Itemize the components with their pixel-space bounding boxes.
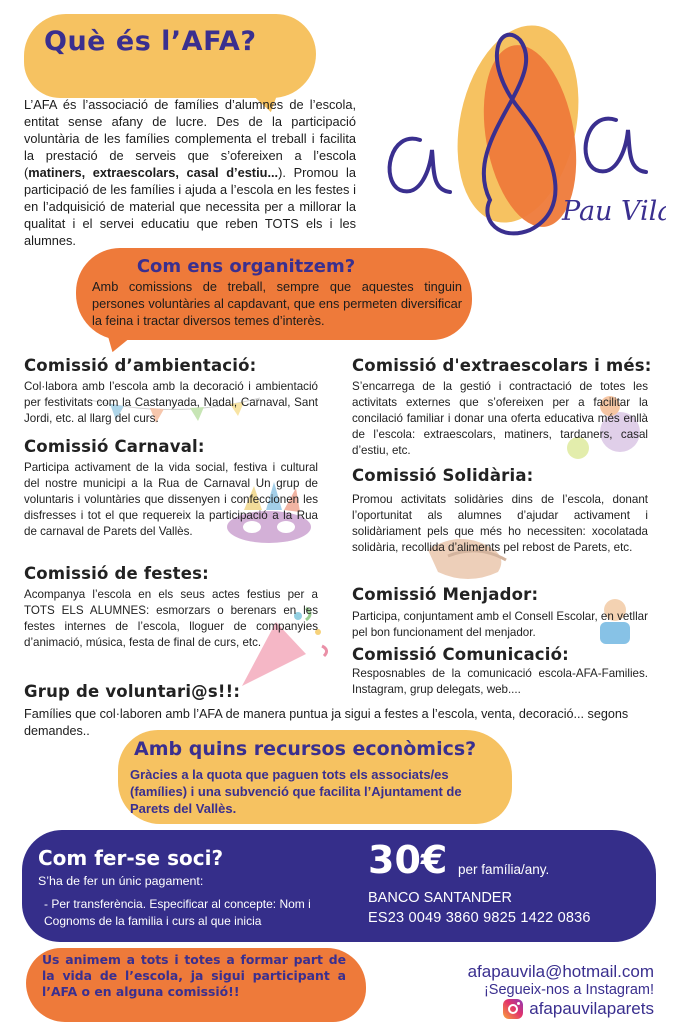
committee-carnaval-text: Participa activament de la vida social, festiva i cultural del nostre municipi a la Rua de Carnaval Un grup de voluntaris i voluntàries que dissenyen i confeccionen les disfresses i tot el que requereix la participació a la Rua de carnaval de Parets del Vallès. [24,461,318,538]
committee-festes-text: Acompanya l’escola en els seus actes festius per a TOTS ELS ALUMNES: esmorzars o berenars en les festes internes de l’escola, lloguer de companyies d’animació, música, festa de final de curs, etc. [24,588,318,649]
resources-text: Gràcies a la quota que paguen tots els associats/es (famílies) i una subvenció que facilita l’Ajuntament de Parets del Vallès. [130,767,462,816]
logo-graphic [370,20,666,250]
committee-solidaria-text: Promou activitats solidàries dins de l’escola, donant l’oportunitat als alumnes d’ajudar activament i solidàriament pels que més ho necessiten: xocolatada solidària, recollida d’aliments pel rebost de Parets, etc. [352,493,648,554]
membership-title: Com fer-se soci? [38,846,224,870]
follow-instagram-text: ¡Segueix-nos a Instagram! [483,982,654,998]
volunteers-title: Grup de voluntari@s!!: [24,682,241,701]
membership-instructions: - Per transferència. Especificar al concepte: Nom i Cognoms de la familia i curs al que inicia [44,897,311,928]
committee-comunicacio-text: Resposnables de la comunicació escola-AFA-Families. Instagram, grup delegats, web.... [352,667,648,696]
committee-solidaria-title: Comissió Solidària: [352,466,534,485]
instagram-link[interactable] [503,998,654,1020]
afa-logo [370,20,666,250]
membership-price: 30€ [368,838,448,882]
committee-ambientacio-text: Col·labora amb l’escola amb la decoració i ambientació per festivitats com la Castanyada, Nadal, Carnaval, Sant Jordi, etc. al llarg del curs. [24,380,318,425]
committee-menjador-title: Comissió Menjador: [352,585,539,604]
resources-title: Amb quins recursos econòmics? [134,738,477,760]
organize-text: Amb comissions de treball, sempre que aquestes tinguin persones voluntàries al capdavant, que ens permeten diversificar la feina i tractar diversos temes d’interès. [92,279,462,328]
committee-extraescolars-title: Comissió d'extraescolars i més: [352,356,652,375]
bank-name: BANCO SANTANDER [368,890,512,906]
committee-carnaval-title: Comissió Carnaval: [24,437,205,456]
volunteers-text: Famílies que col·laboren amb l’AFA de manera puntua ja sigui a festes a l’escola, venta, decoració... segons demandes.. [24,707,629,738]
membership-subtitle: S’ha de fer un únic pagament: [38,874,204,888]
intro-text-2: ). Promou la participació de les famílies i ajuda a l’escola en les festes i en l’adquisició de material que necessita per a millorar la qualitat i el servei educatiu que reben TOTS els i les alumnes. [24,165,356,248]
closing-text: Us animem a tots i totes a formar part de la vida de l’escola, ja sigui participant a l’AFA o en alguna comissió!! [42,952,346,999]
bank-iban: ES23 0049 3860 9825 1422 0836 [368,910,591,926]
page-title: Què és l’AFA? [44,26,257,57]
logo-name: Pau Vila [562,196,666,227]
committee-ambientacio-title: Comissió d’ambientació: [24,356,257,375]
membership-price-unit: per família/any. [458,862,550,877]
committee-menjador-text: Participa, conjuntament amb el Consell Escolar, en vetllar pel bon funcionament del menjador. [352,610,648,639]
committee-comunicacio-title: Comissió Comunicació: [352,645,569,664]
contact-email[interactable]: afapauvila@hotmail.com [467,962,654,981]
intro-paragraph [24,96,356,249]
committee-festes-title: Comissió de festes: [24,564,209,583]
organize-title: Com ens organitzem? [136,256,356,277]
intro-text-bold: matiners, extraescolars, casal d’estiu... [28,165,279,180]
intro-text-1: L’AFA és l’associació de famílies d’alumnes de l’escola, entitat sense afany de lucre. Des de la participació voluntària de les famílies complementa el treball i facilita la prestació de serveis que s’ofereixen a l’escola ( [24,97,356,180]
instagram-handle: afapauvilaparets [529,999,654,1018]
committee-extraescolars-text: S’encarrega de la gestió i contractació de totes les activitats externes que s’ofereixen per a facilitar la concilació familiar i donar una oferta educativa més enllà de l’escola: extraescolars, matiners, tardaners, casal d’estiu, etc. [352,380,648,457]
instagram-icon [503,999,523,1019]
